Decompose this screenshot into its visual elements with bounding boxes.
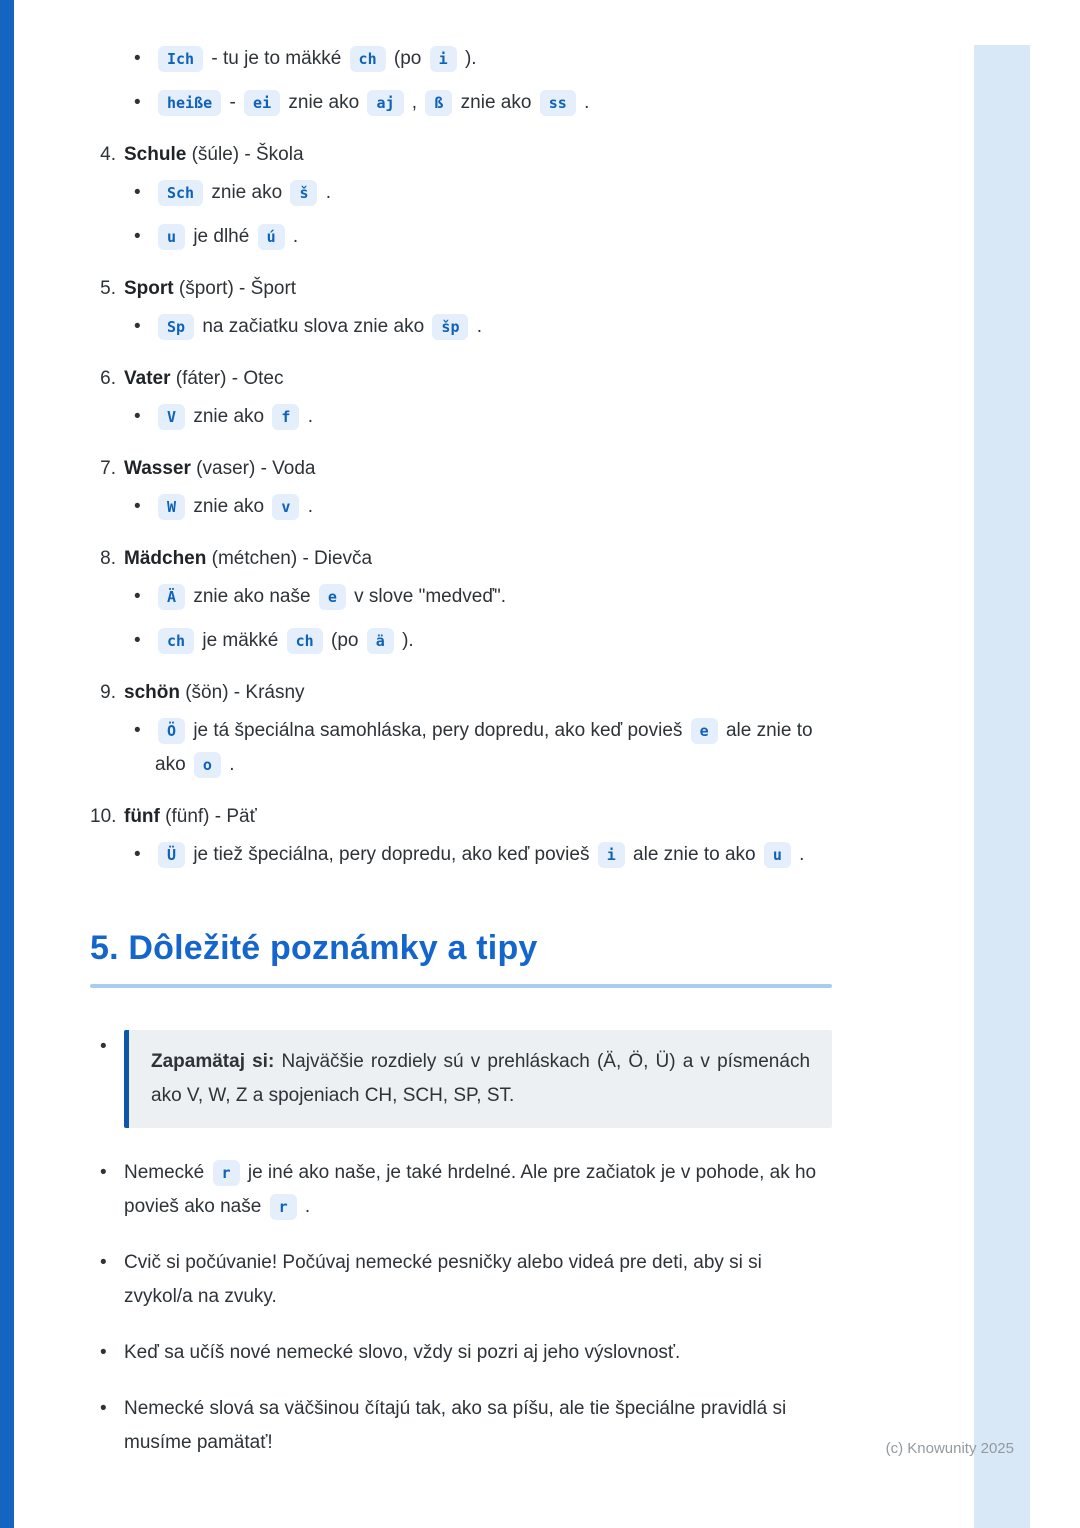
text-run: znie ako bbox=[288, 92, 360, 113]
text-run: ). bbox=[402, 630, 414, 651]
item-word: Schule bbox=[124, 144, 187, 165]
text-run: znie ako bbox=[193, 406, 265, 427]
code-chip: ú bbox=[258, 224, 285, 250]
code-chip: e bbox=[319, 584, 346, 610]
bullet-item bbox=[124, 1392, 832, 1460]
item-number: 4. bbox=[100, 144, 116, 165]
item-word: schön bbox=[124, 682, 180, 703]
code-chip: ß bbox=[425, 90, 452, 116]
callout-box bbox=[124, 1030, 832, 1128]
numbered-item bbox=[90, 272, 832, 344]
text-run: . bbox=[307, 496, 313, 517]
item-number: 5. bbox=[100, 278, 116, 299]
item-word: Vater bbox=[124, 368, 171, 389]
bullet-list bbox=[90, 580, 832, 658]
item-number: 7. bbox=[100, 458, 116, 479]
bullet-item bbox=[124, 1246, 832, 1314]
code-chip: r bbox=[213, 1160, 240, 1186]
text-run: Keď sa učíš nové nemecké slovo, vždy si pozri aj jeho výslovnosť. bbox=[124, 1342, 681, 1363]
bullet-list bbox=[90, 1156, 832, 1460]
text-run: . bbox=[476, 316, 483, 337]
numbered-item bbox=[90, 362, 832, 434]
text-run: znie ako bbox=[193, 496, 265, 517]
item-tail: (fáter) - Otec bbox=[170, 368, 284, 389]
text-run: Cvič si počúvanie! Počúvaj nemecké pesničky alebo videá pre deti, aby si si zvykol/a na zvuky. bbox=[124, 1252, 762, 1307]
item-number: 9. bbox=[100, 682, 116, 703]
text-run: . bbox=[325, 182, 332, 203]
text-run: . bbox=[307, 406, 313, 427]
code-chip: i bbox=[598, 842, 625, 868]
code-chip: ei bbox=[244, 90, 280, 116]
item-word: Mädchen bbox=[124, 548, 207, 569]
text-run: (po bbox=[393, 48, 422, 69]
item-number: 8. bbox=[100, 548, 116, 569]
code-chip: v bbox=[272, 494, 299, 520]
text-run: . bbox=[799, 844, 805, 865]
numbered-item-title bbox=[90, 362, 832, 396]
text-run: je iné ako naše, je také hrdelné. Ale pre začiatok je v pohode, ak ho povieš ako naše bbox=[124, 1162, 817, 1217]
bullet-item bbox=[155, 714, 832, 782]
text-run: je mäkké bbox=[202, 630, 279, 651]
text-run: je tá špeciálna samohláska, pery dopredu, ako keď povieš bbox=[193, 720, 683, 741]
numbered-item-title bbox=[90, 138, 832, 172]
section-heading: 5. Dôležité poznámky a tipy bbox=[90, 929, 538, 967]
text-run: . bbox=[584, 92, 590, 113]
text-run: znie ako bbox=[211, 182, 283, 203]
text-run: - bbox=[229, 92, 236, 113]
numbered-item bbox=[90, 676, 832, 782]
bullet-list bbox=[90, 42, 832, 120]
bullet-list bbox=[90, 400, 832, 434]
bullet-item bbox=[155, 86, 832, 120]
item-tail: (vaser) - Voda bbox=[190, 458, 316, 479]
code-chip: heiße bbox=[158, 90, 221, 116]
code-chip: i bbox=[430, 46, 457, 72]
bullet-item bbox=[155, 580, 832, 614]
numbered-item-title bbox=[90, 542, 832, 576]
text-run: znie ako naše bbox=[193, 586, 311, 607]
text-run: . bbox=[229, 754, 235, 775]
numbered-item-title bbox=[90, 272, 832, 306]
bullet-item bbox=[155, 490, 832, 524]
code-chip: Ä bbox=[158, 584, 185, 610]
bold-text: Zapamätaj si: bbox=[151, 1051, 275, 1072]
document-content bbox=[90, 38, 832, 1482]
bullet-item bbox=[155, 838, 832, 872]
code-chip: Sch bbox=[158, 180, 203, 206]
code-chip: ch bbox=[158, 628, 194, 654]
code-chip: V bbox=[158, 404, 185, 430]
text-run: Najväčšie rozdiely sú v prehláskach (Ä, Ö, Ü) a v písmenách ako V, W, Z a spojeniach CH, SCH, SP, ST. bbox=[151, 1051, 811, 1106]
numbered-item-title bbox=[90, 676, 832, 710]
bullet-item bbox=[124, 1156, 832, 1224]
code-chip: f bbox=[272, 404, 299, 430]
numbered-item bbox=[90, 800, 832, 872]
numbered-item bbox=[90, 542, 832, 658]
callout-item bbox=[124, 1030, 832, 1128]
heading-underline bbox=[90, 984, 832, 988]
text-run: ale znie to ako bbox=[155, 720, 813, 775]
text-run: znie ako bbox=[460, 92, 532, 113]
code-chip: u bbox=[158, 224, 185, 250]
bullet-item bbox=[155, 400, 832, 434]
text-run: je tiež špeciálna, pery dopredu, ako keď povieš bbox=[193, 844, 590, 865]
item-word: Wasser bbox=[124, 458, 191, 479]
item-number: 6. bbox=[100, 368, 116, 389]
text-run: Nemecké slová sa väčšinou čítajú tak, ako sa píšu, ale tie špeciálne pravidlá si musíme pamätať! bbox=[124, 1398, 787, 1453]
bullet-item bbox=[155, 220, 832, 254]
item-tail: (šön) - Krásny bbox=[179, 682, 305, 703]
numbered-item bbox=[90, 452, 832, 524]
text-run: - tu je to mäkké bbox=[211, 48, 342, 69]
item-word: Sport bbox=[124, 278, 174, 299]
bullet-list bbox=[90, 838, 832, 872]
item-tail: (šport) - Šport bbox=[173, 278, 297, 299]
numbered-item bbox=[90, 138, 832, 254]
left-accent-bar bbox=[0, 0, 14, 1528]
code-chip: ch bbox=[350, 46, 386, 72]
item-word: fünf bbox=[124, 806, 160, 827]
code-chip: r bbox=[270, 1194, 297, 1220]
code-chip: Ich bbox=[158, 46, 203, 72]
bullet-list bbox=[90, 714, 832, 782]
code-chip: š bbox=[290, 180, 317, 206]
code-chip: šp bbox=[432, 314, 468, 340]
item-tail: (fünf) - Päť bbox=[159, 806, 257, 827]
bullet-list bbox=[90, 176, 832, 254]
bullet-list bbox=[90, 310, 832, 344]
code-chip: ch bbox=[287, 628, 323, 654]
callout-list bbox=[90, 1030, 832, 1128]
item-tail: (šúle) - Škola bbox=[186, 144, 304, 165]
code-chip: Sp bbox=[158, 314, 194, 340]
item-tail: (métchen) - Dievča bbox=[206, 548, 373, 569]
code-chip: aj bbox=[367, 90, 403, 116]
text-run: je dlhé bbox=[193, 226, 250, 247]
text-run: , bbox=[411, 92, 418, 113]
bullet-item bbox=[155, 42, 832, 76]
bullet-item bbox=[155, 624, 832, 658]
bullet-item bbox=[155, 310, 832, 344]
code-chip: ss bbox=[540, 90, 576, 116]
text-run: ale znie to ako bbox=[633, 844, 756, 865]
code-chip: e bbox=[691, 718, 718, 744]
bullet-list bbox=[90, 490, 832, 524]
numbered-item-title bbox=[90, 800, 832, 834]
text-run: na začiatku slova znie ako bbox=[202, 316, 425, 337]
text-run: v slove "medveď". bbox=[354, 586, 507, 607]
code-chip: ä bbox=[367, 628, 394, 654]
text-run: . bbox=[292, 226, 299, 247]
text-run: . bbox=[304, 1196, 311, 1217]
text-run: ). bbox=[464, 48, 477, 69]
code-chip: u bbox=[764, 842, 791, 868]
right-margin-strip bbox=[974, 45, 1030, 1528]
code-chip: o bbox=[194, 752, 221, 778]
code-chip: Ü bbox=[158, 842, 185, 868]
bullet-item bbox=[155, 176, 832, 210]
code-chip: W bbox=[158, 494, 185, 520]
item-number: 10. bbox=[90, 806, 117, 827]
code-chip: Ö bbox=[158, 718, 185, 744]
footer-copyright: (c) Knowunity 2025 bbox=[885, 1440, 1014, 1457]
text-run: Nemecké bbox=[124, 1162, 205, 1183]
bullet-item bbox=[124, 1336, 832, 1370]
text-run: (po bbox=[331, 630, 359, 651]
numbered-item-title bbox=[90, 452, 832, 486]
